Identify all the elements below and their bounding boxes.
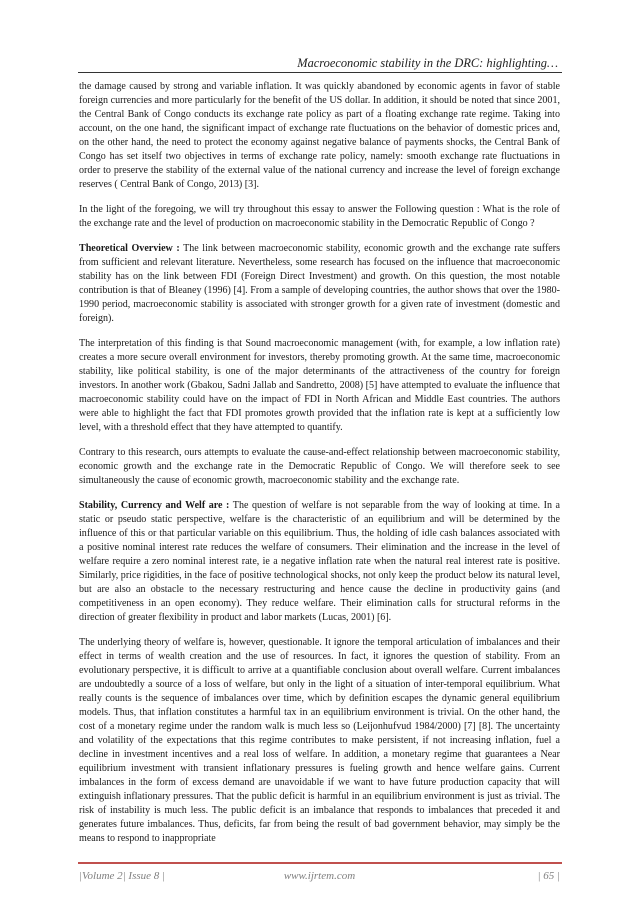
paragraph-stability-welfare <box>79 499 560 625</box>
footer-website-link[interactable]: www.ijrtem.com <box>283 870 356 882</box>
paragraph-text: The link between macroeconomic stability, economic growth and the exchange rate suffers from sufficient and relevant literature. Nevertheless, some research has focused on the influence that macroeconomic stability has on the link between FDI (Foreign Direct Investment) and growth. On this question, the most notable contribution is that of Bleaney (1996) [4]. From a sample of developing countries, the author shows that over the 1980-1990 period, macroeconomic stability is associated with stronger growth for a given rate of investment (domestic and foreign). <box>79 243 561 324</box>
header-divider <box>78 72 562 73</box>
paragraph-text: The question of welfare is not separable from the way of looking at time. In a static or pseudo static perspective, welfare is the characteristic of an equilibrium and will be determined by the influence of this or that particular variable on this equilibrium. Thus, the holding of idle cash balances associated with a positive nominal interest rate reduces the welfare of consumers. Their elimination and the increase in the level of welfare require a zero nominal interest rate, ie a negative inflation rate when the natural real interest rate is positive. Similarly, price rigidities, in the face of positive technological shocks, not only keep the product below its natural level, but are also an obstacle to the necessary restructuring and hence cause the decline in productivity gains (and competitiveness in an open economy). They reduce welfare. Their elimination calls for structural reforms in the direction of greater flexibility in product and labor markets (Lucas, 2001) [6]. <box>79 500 561 623</box>
paragraph-research-question: In the light of the foregoing, we will try throughout this essay to answer the Following question : What is the role of the exchange rate and the level of production on macroeconomic stability in the Democratic Republic of Congo ? <box>79 204 560 229</box>
running-title: Macroeconomic stability in the DRC: highlighting… <box>297 56 558 70</box>
footer-volume-issue: |Volume 2| Issue 8 | <box>79 870 166 882</box>
paragraph-welfare-theory: The underlying theory of welfare is, however, questionable. It ignore the temporal articulation of imbalances and their effect in terms of wealth creation and the use of resources. In fact, it ignores the question of stability. From an evolutionary perspective, it is difficult to arrive at a quantifiable conclusion about overall welfare. Current imbalances are undoubtedly a source of a loss of welfare, but only in the light of a situation of inter-temporal equilibrium. What really counts is the sequence of imbalances over time, which by definition escapes the dynamic general equilibrium models. Thus, that inflation constitutes a harmful tax in an equilibrium environment is trivial. On the other hand, the cost of a monetary regime under the random walk is much less so (Leijonhufvud 1984/2000) [7] [8]. The uncertainty and volatility of the expectations that this regime contributes to make persistent, if not increasing inflation, fuel a decline in investment incentives and a real loss of welfare. In addition, a monetary regime that guarantees a Near equilibrium investment with transient inflationary pressures is fueling growth and hence welfare gains. Current imbalances in the form of excess demand are unavoidable if we want to have future production capacity that will extinguish inflationary pressures. That the public deficit is harmful in an equilibrium environment is just as trivial. The risk of instability is much less. The public deficit is an imbalance that responds to imbalances that preceded it and generates future imbalances. Thus, deficits, far from being the result of bad government behavior, may simply be the means to respond to inappropriate <box>79 637 560 844</box>
paragraph-interpretation: The interpretation of this finding is that Sound macroeconomic management (with, for example, a low inflation rate) creates a more secure overall environment for investors, thereby promoting growth. At the same time, macroeconomic stability, like political stability, is one of the major determinants of the attractiveness of the country for foreign investors. In another work (Gbakou, Sadni Jallab and Sandretto, 2008) [5] have attempted to evaluate the influence that macroeconomic stability could have on the impact of FDI in North African and Middle East countries. The authors were able to highlight the fact that FDI promotes growth provided that the inflation rate is kept at a sufficiently low level, with a threshold effect that they have attempted to quantify. <box>79 338 560 433</box>
section-heading-stability-currency-welfare: Stability, Currency and Welf are : <box>79 500 230 511</box>
paragraph-contrary: Contrary to this research, ours attempts to evaluate the cause-and-effect relationship between macroeconomic stability, economic growth and the exchange rate in the Democratic Republic of Congo. We will therefore seek to see simultaneously the cause of economic growth, macroeconomic stability and the exchange rate. <box>79 447 560 486</box>
footer-divider <box>78 862 562 864</box>
section-heading-theoretical-overview: Theoretical Overview : <box>79 243 180 254</box>
footer-page-number: | 65 | <box>537 870 560 882</box>
paragraph-theoretical-overview <box>79 242 560 326</box>
paragraph-intro: the damage caused by strong and variable inflation. It was quickly abandoned by economic agents in favor of stable foreign currencies and more particularly for the benefit of the US dollar. In addition, it should be noted that since 2001, the Central Bank of Congo conducts its exchange rate policy as part of a floating exchange rate regime. Taking into account, on the one hand, the significant impact of exchange rate fluctuations on the behavior of domestic prices and, on the other hand, the need to protect the economy against negative balance of payments shocks, the Central Bank of Congo has set itself two objectives in terms of exchange rate policy, namely: smooth exchange rate fluctuations in order to preserve the stability of the external value of the national currency and increase the level of foreign exchange reserves ( Central Bank of Congo, 2013) [3]. <box>79 81 560 190</box>
running-header <box>78 56 558 71</box>
article-body <box>79 80 560 857</box>
page-footer <box>79 870 560 886</box>
